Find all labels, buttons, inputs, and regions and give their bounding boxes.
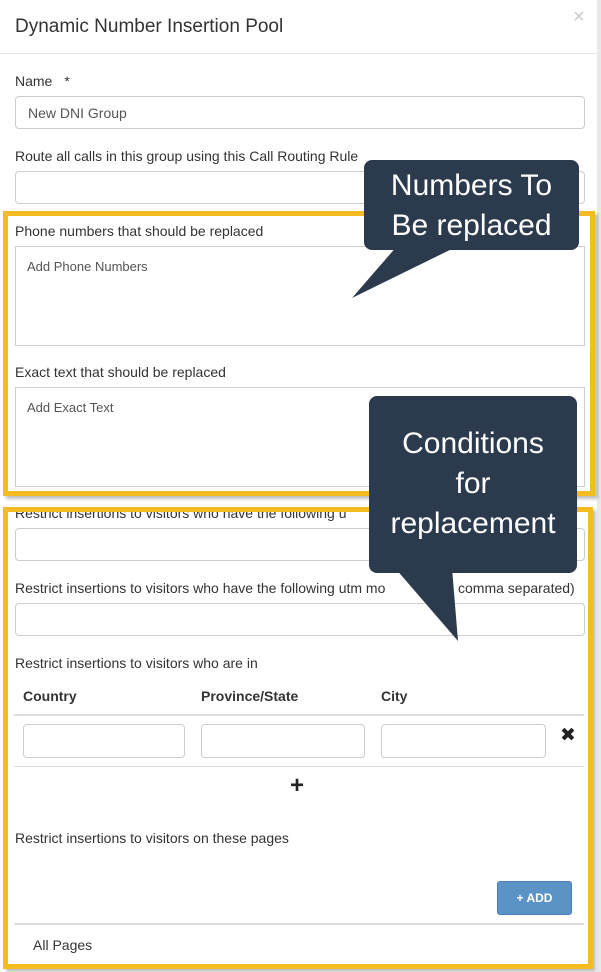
callout-2-line-3: replacement xyxy=(390,507,556,540)
callout-2-line-2: for xyxy=(455,467,491,500)
restrict-pages-label: Restrict insertions to visitors on these pages xyxy=(15,830,289,846)
name-input[interactable] xyxy=(15,96,585,129)
add-location-row-icon[interactable]: + xyxy=(290,772,305,799)
remove-row-icon[interactable]: ✖ xyxy=(560,725,576,746)
modal-header xyxy=(0,0,597,54)
restrict-location-label: Restrict insertions to visitors who are in xyxy=(15,655,258,671)
routing-rule-label: Route all calls in this group using this Call Routing Rule xyxy=(15,148,359,164)
column-header-country: Country xyxy=(23,688,77,704)
province-input[interactable] xyxy=(201,724,365,758)
restrict-referrer-label: Restrict insertions to visitors who have the following u xyxy=(15,505,347,521)
required-mark: * xyxy=(64,73,70,89)
phone-numbers-input[interactable] xyxy=(15,246,585,346)
table-row-divider xyxy=(14,766,584,767)
modal-edge xyxy=(597,0,601,972)
callout-1-line-1: Numbers To xyxy=(390,169,553,202)
restrict-utm-label: Restrict insertions to visitors who have the following utm mo xyxy=(15,580,386,596)
restrict-utm-label-tail: comma separated) xyxy=(458,580,575,596)
restrict-utm-input[interactable] xyxy=(15,603,585,636)
city-input[interactable] xyxy=(381,724,546,758)
callout-1-line-2: Be replaced xyxy=(391,209,552,242)
callout-2-line-1: Conditions xyxy=(402,427,544,460)
column-header-city: City xyxy=(381,688,408,704)
table-header-divider xyxy=(14,714,584,716)
name-label xyxy=(15,73,70,89)
phone-numbers-label: Phone numbers that should be replaced xyxy=(15,223,264,239)
callout-2-text xyxy=(369,424,577,544)
country-input[interactable] xyxy=(23,724,185,758)
column-header-province: Province/State xyxy=(201,688,299,704)
exact-text-label: Exact text that should be replaced xyxy=(15,364,226,380)
name-label-text: Name xyxy=(15,73,53,89)
page-list-item-all-pages[interactable]: All Pages xyxy=(33,937,93,953)
modal-title: Dynamic Number Insertion Pool xyxy=(15,16,284,37)
add-page-button[interactable]: + ADD xyxy=(497,881,572,915)
pages-divider xyxy=(14,923,584,925)
callout-1-text xyxy=(364,166,579,246)
close-icon[interactable]: × xyxy=(573,6,585,28)
